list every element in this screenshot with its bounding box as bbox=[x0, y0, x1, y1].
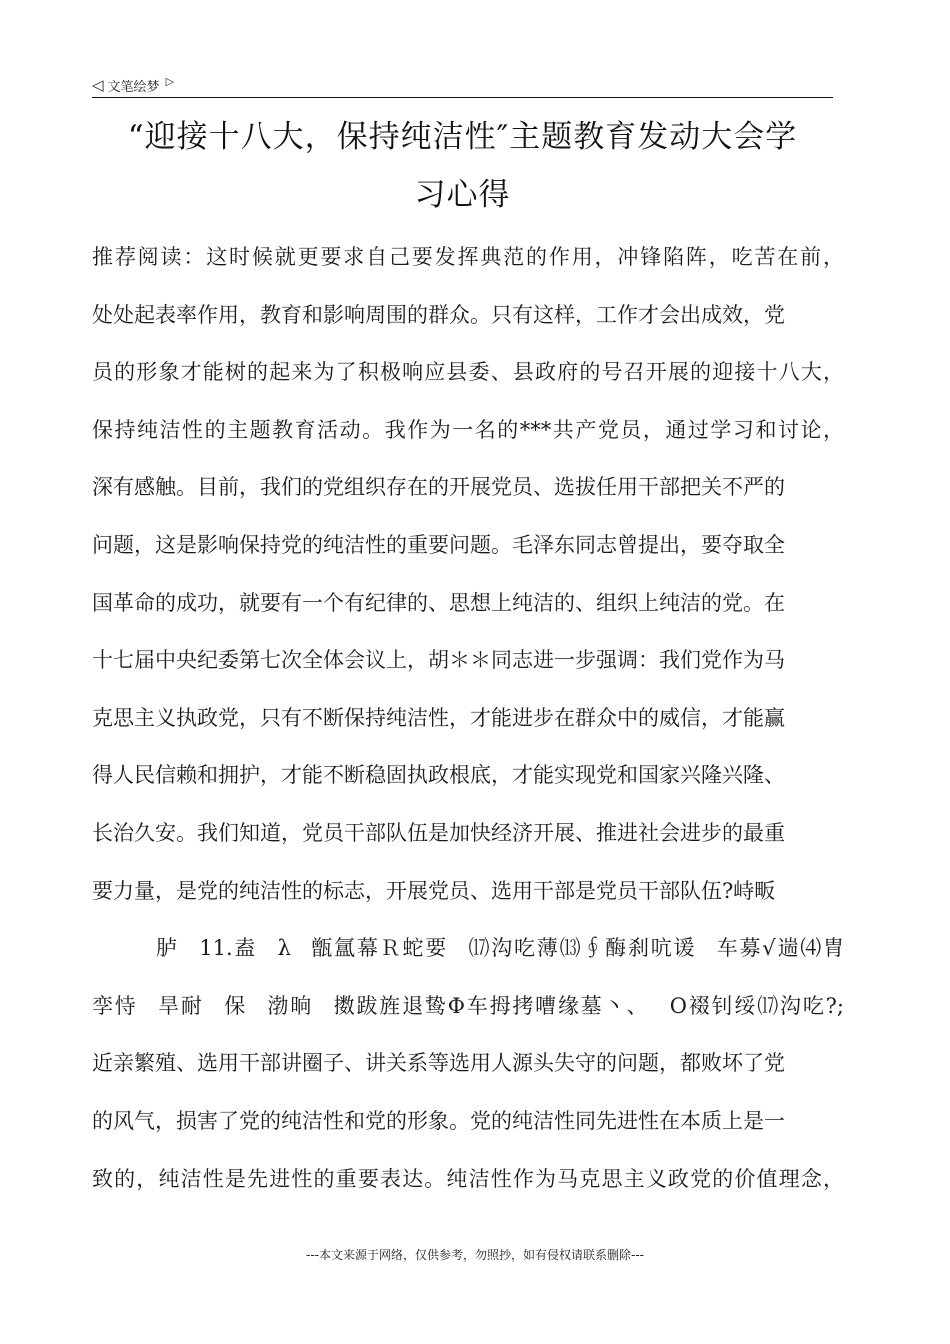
document-body bbox=[92, 236, 844, 1215]
body-line: 保持纯洁性的主题教育活动。我作为一名的***共产党员，通过学习和讨论， bbox=[92, 417, 844, 442]
triangle-left-icon: ◁ bbox=[92, 75, 104, 94]
body-line: 员的形象才能树的起来为了积极响应县委、县政府的号召开展的迎接十八大， bbox=[92, 360, 844, 385]
body-line: 近亲繁殖、选用干部讲圈子、讲关系等选用人源头失守的问题，都败坏了党 bbox=[92, 1051, 785, 1076]
header-divider bbox=[92, 97, 833, 98]
body-line: 致的，纯洁性是先进性的重要表达。纯洁性作为马克思主义政党的价值理念， bbox=[92, 1166, 844, 1191]
triangle-right-icon: ▷ bbox=[165, 74, 175, 88]
title-line: “迎接十八大，保持纯洁性″主题教育发动大会学 bbox=[127, 119, 798, 155]
page-header bbox=[92, 74, 174, 96]
body-line: 克思主义执政党，只有不断保持纯洁性，才能进步在群众中的威信，才能赢 bbox=[92, 705, 785, 730]
body-line: 深有感触。目前，我们的党组织存在的开展党员、选拔任用干部把关不严的 bbox=[92, 475, 785, 500]
body-line: 要力量，是党的纯洁性的标志，开展党员、选用干部是党员干部队伍?峙畈 bbox=[92, 878, 776, 903]
body-line: 孪恃 旱耐 保 渤晌 擞跋旌退鸷Φ车拇拷嘈缘墓丶、 O裰钊绥⒄沟吃?; bbox=[92, 993, 844, 1018]
body-line: 胪 11.盍 λ 甑氲幕Ｒ蛇要 ⒄沟吃薄⒀∮酶刹吭谖 车募√遄⑷胄 bbox=[156, 936, 844, 961]
body-line: 推荐阅读：这时候就更要求自己要发挥典范的作用，冲锋陷阵，吃苦在前， bbox=[92, 245, 844, 269]
footer-notice: ---本文来源于网络，仅供参考，勿照抄，如有侵权请联系删除--- bbox=[306, 1248, 644, 1262]
body-line: 问题，这是影响保持党的纯洁性的重要问题。毛泽东同志曾提出，要夺取全 bbox=[92, 532, 785, 557]
body-line: 处处起表率作用，教育和影响周围的群众。只有这样，工作才会出成效，党 bbox=[92, 302, 785, 327]
brand-label: 文笔绘梦 bbox=[107, 79, 160, 95]
document-title bbox=[92, 108, 833, 224]
body-line: 长治久安。我们知道，党员干部队伍是加快经济开展、推进社会进步的最重 bbox=[92, 820, 785, 845]
body-line: 国革命的成功，就要有一个有纪律的、思想上纯洁的、组织上纯洁的党。在 bbox=[92, 590, 785, 615]
body-line: 十七届中央纪委第七次全体会议上，胡＊＊同志进一步强调：我们党作为马 bbox=[92, 648, 785, 673]
body-line: 的风气，损害了党的纯洁性和党的形象。党的纯洁性同先进性在本质上是一 bbox=[92, 1108, 785, 1133]
title-line: 习心得 bbox=[414, 177, 511, 213]
body-line: 得人民信赖和拥护，才能不断稳固执政根底，才能实现党和国家兴隆兴隆、 bbox=[92, 763, 785, 788]
